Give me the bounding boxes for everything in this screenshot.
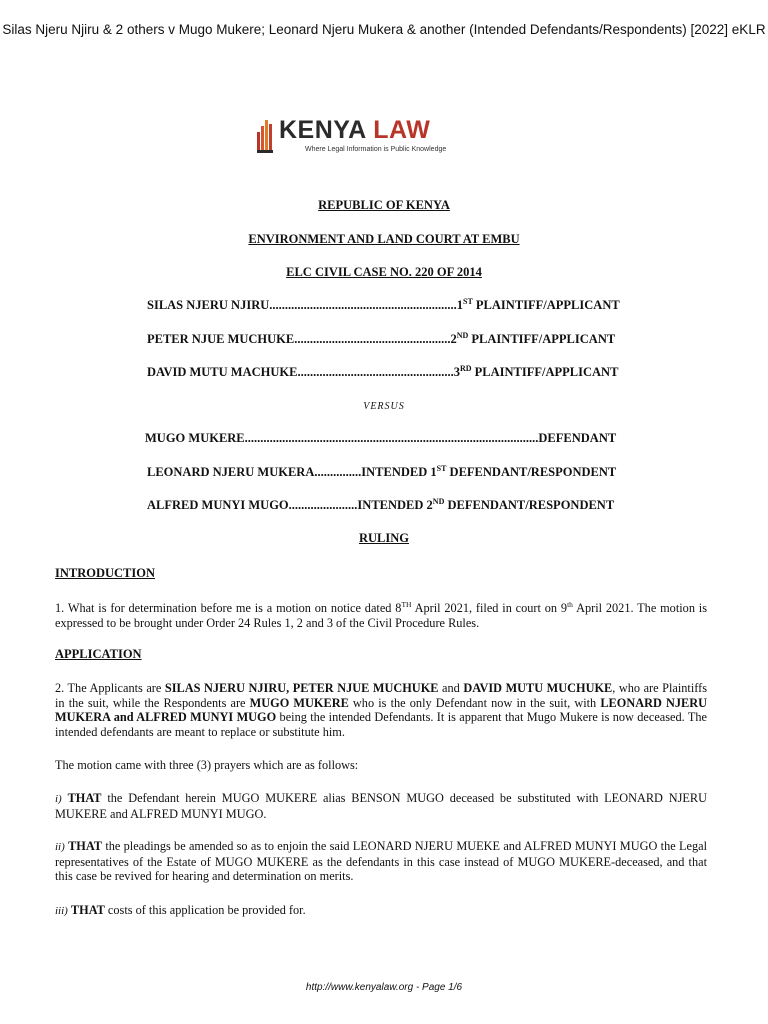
prayer-1: i) THAT the Defendant herein MUGO MUKERE alias BENSON MUGO deceased be substituted with LEONARD NJERU MUKERE and ALFRED MUNYI MUGO. (55, 791, 708, 821)
ruling-heading: RULING (358, 531, 409, 545)
versus-label: VERSUS (363, 401, 405, 412)
prayer-2: ii) THAT the pleadings be amended so as to enjoin the said LEONARD NJERU MUEKE and ALFRED MUNYI MUGO the Legal representatives of the Estate of MUGO MUKERE as the defendants in this case instead of MUGO MUKERE-deceased, and that this case be revived for hearing and determination on merits. (55, 839, 707, 883)
introduction-heading: INTRODUCTION (55, 566, 156, 580)
party-intended-defendant-2: ALFRED MUNYI MUGO......................INTENDED 2ND DEFENDANT/RESPONDENT (147, 497, 615, 513)
page-footer: http://www.kenyalaw.org - Page 1/6 (305, 982, 463, 993)
application-heading: APPLICATION (55, 647, 142, 661)
logo-wordmark: KENYA LAW (279, 116, 431, 144)
party-plaintiff-2: PETER NJUE MUCHUKE..................................................2ND PLAINTIFF/APPLICANT (147, 331, 616, 347)
kenya-law-logo (257, 116, 467, 158)
prayer-3: iii) THAT costs of this application be provided for. (55, 903, 306, 917)
party-plaintiff-1: SILAS NJERU NJIRU............................................................1ST PLAINTIFF/APPLICANT (147, 297, 620, 313)
party-intended-defendant-1: LEONARD NJERU MUKERA...............INTENDED 1ST DEFENDANT/RESPONDENT (147, 464, 617, 480)
party-plaintiff-3: DAVID MUTU MACHUKE..................................................3RD PLAINTIFF/APPLICANT (147, 364, 619, 380)
paragraph-2: 2. The Applicants are SILAS NJERU NJIRU, PETER NJUE MUCHUKE and DAVID MUTU MUCHUKE, who are Plaintiffs in the suit, while the Respondents are MUGO MUKERE who is the only Defendant now in the suit, with LEONARD NJERU MUKERA and ALFRED MUNYI MUGO being the intended Defendants. It is apparent that Mugo Mukere is now deceased. The intended defendants are meant to replace or substitute him. (55, 681, 708, 739)
kenya-law-bars-icon (257, 118, 275, 154)
logo-tagline: Where Legal Information is Public Knowledge (305, 146, 447, 153)
document-title: Silas Njeru Njiru & 2 others v Mugo Mukere; Leonard Njeru Mukera & another (Intended Defendants/Respondents) [2022] eKLR (2, 22, 766, 37)
prayers-intro: The motion came with three (3) prayers which are as follows: (55, 758, 359, 772)
party-defendant: MUGO MUKERE..............................................................................................DEFENDANT (145, 431, 617, 445)
republic-heading: REPUBLIC OF KENYA (318, 198, 450, 212)
court-heading: ENVIRONMENT AND LAND COURT AT EMBU (248, 232, 520, 246)
paragraph-1: 1. What is for determination before me is a motion on notice dated 8TH April 2021, filed in court on 9th April 2021. The motion is expressed to be brought under Order 24 Rules 1, 2 and 3 of the Civil Procedure Rules. (55, 600, 708, 630)
case-number: ELC CIVIL CASE NO. 220 OF 2014 (286, 265, 482, 279)
